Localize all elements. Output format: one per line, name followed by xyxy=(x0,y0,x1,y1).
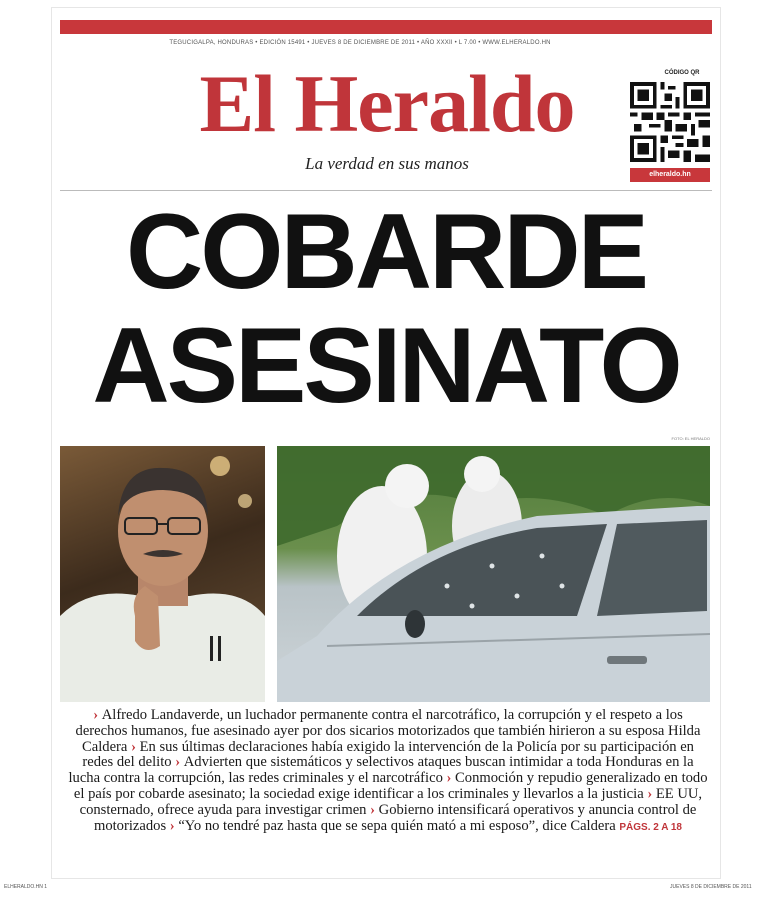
portrait-illustration xyxy=(60,446,265,702)
qr-code-icon[interactable] xyxy=(630,82,710,162)
summary-item: “Yo no tendré paz hasta que se sepa quién mató a mi esposo”, dice Caldera xyxy=(178,817,616,834)
tagline: La verdad en sus manos xyxy=(305,154,469,173)
main-headline xyxy=(60,191,712,425)
summary-item: Advierten que sistemáticos y selectivos ataques buscan intimidar a toda Honduras en la lucha contra la corrupción, las redes criminales y el narcotráfico xyxy=(68,754,694,787)
newspaper-front-page xyxy=(52,8,720,878)
footer-left-text: ELHERALDO.HN 1 xyxy=(4,884,48,890)
headline-line-1: COBARDE xyxy=(126,191,646,311)
website-url-badge[interactable]: elheraldo.hn xyxy=(630,168,710,182)
summary-item: Gobierno intensificará operativos y anuncia control de motorizados xyxy=(93,801,697,834)
top-color-bar xyxy=(60,20,712,34)
qr-code-label: CÓDIGO QR xyxy=(664,70,700,76)
page-reference[interactable]: PÁGS. 2 A 18 xyxy=(619,821,682,833)
crime-scene-photo xyxy=(277,446,710,702)
crime-scene-illustration xyxy=(277,446,710,702)
summary-item: Alfredo Landaverde, un luchador permanente contra el narcotráfico, la corrupción y el respeto a los derechos humanos, fue asesinado ayer por dos sicarios motorizados que también hirieron a su esposa Hilda Caldera xyxy=(75,707,701,755)
portrait-photo xyxy=(60,446,265,702)
headline-line-2: ASESINATO xyxy=(92,305,680,425)
masthead-logo: El Heraldo xyxy=(199,58,575,149)
summary-item: Conmoción y repudio generalizado en todo el país por cobarde asesinato; la sociedad exige identificar a los criminales y llevarlos a la justicia xyxy=(73,770,708,802)
photo-credit: FOTO: EL HERALDO xyxy=(671,436,710,441)
footer-right-text: JUEVES 8 DE DICIEMBRE DE 2011 xyxy=(670,884,752,890)
summary-item: En sus últimas declaraciones había exigido la intervención de la Policía por su participación en redes del delito xyxy=(82,738,694,771)
summary-item: EE UU, consternado, ofrece ayuda para investigar crimen xyxy=(79,785,703,818)
front-page-summary: › Alfredo Landaverde, un luchador permanente contra el narcotráfico, la corrupción y el respeto a los derechos humanos, fue asesinado ayer por dos sicarios motorizados que también hirieron a su esposa Hilda Caldera › En sus últimas declaraciones había exigido la intervención de la Policía por su participación en redes del delito › Advierten que sistemáticos y selectivos ataques buscan intimidar a toda Honduras en la lucha contra la corrupción, las redes criminales y el narcotráfico › Conmoción y repudio generalizado en todo el país por cobarde asesinato; la sociedad exige identificar a los criminales y llevarlos a la justicia › EE UU, consternado, ofrece ayuda para investigar crimen › Gobierno intensificará operativos y anuncia control de motorizados › “Yo no tendré paz hasta que se sepa quién mató a mi esposo”, dice Caldera PÁGS. 2 A 18 xyxy=(68,707,708,834)
dateline: TEGUCIGALPA, HONDURAS • EDICIÓN 15491 • JUEVES 8 DE DICIEMBRE DE 2011 • AÑO XXXII • L 7.00 • WWW.ELHERALDO.HN xyxy=(169,40,551,46)
